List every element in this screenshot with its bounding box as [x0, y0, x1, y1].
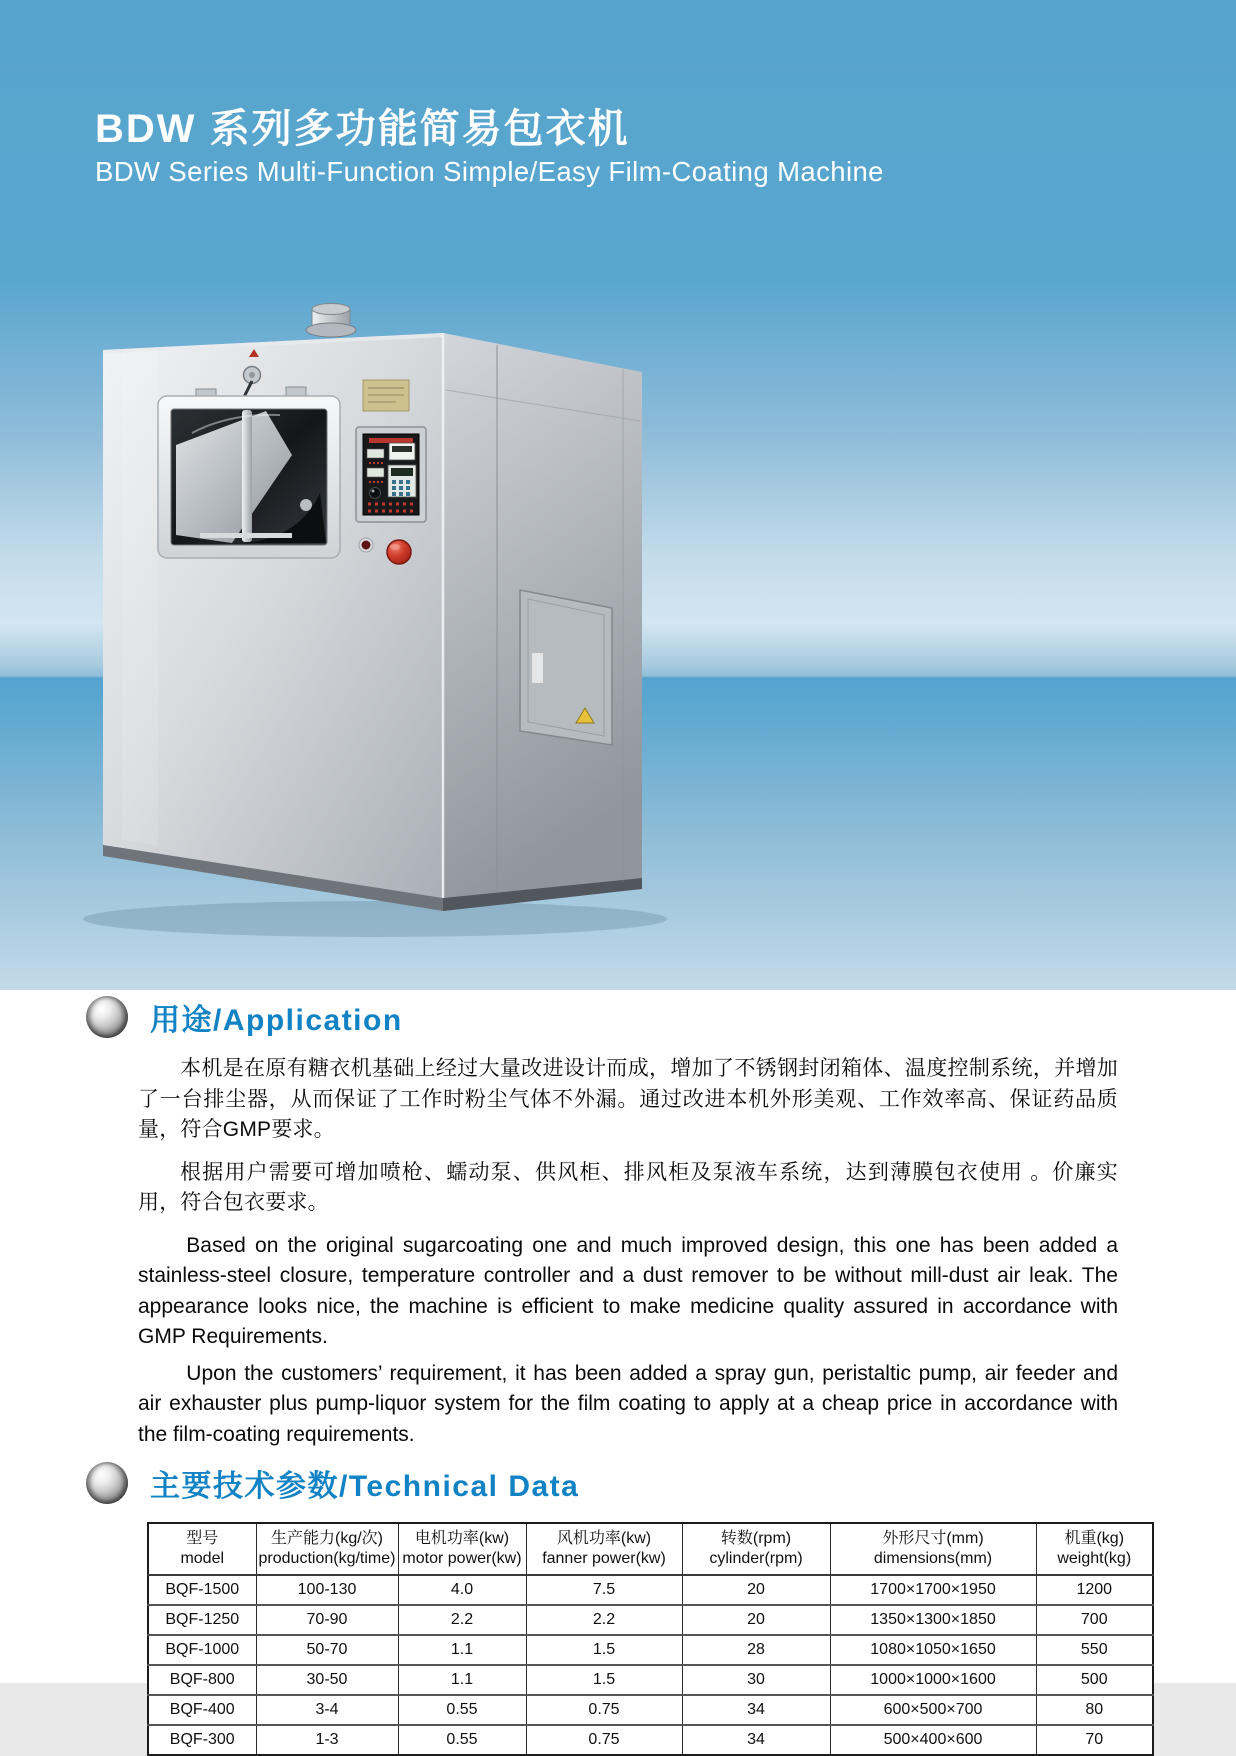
- table-cell: 70: [1036, 1725, 1153, 1755]
- table-row: [148, 1695, 1153, 1725]
- page-title-block: [95, 106, 884, 188]
- table-header-cell: 机重(kg) weight(kg): [1036, 1523, 1153, 1575]
- table-header-cell: 电机功率(kw) motor power(kw): [398, 1523, 526, 1575]
- vent-pipe: [306, 304, 356, 338]
- table-cell: 34: [682, 1725, 830, 1755]
- table-cell: 7.5: [526, 1575, 682, 1605]
- table-cell: 70-90: [256, 1605, 398, 1635]
- table-cell: 34: [682, 1695, 830, 1725]
- application-heading: 用途/Application: [150, 1004, 403, 1037]
- table-cell: BQF-1500: [148, 1575, 256, 1605]
- table-cell: 4.0: [398, 1575, 526, 1605]
- table-cell: 30-50: [256, 1665, 398, 1695]
- table-row: [148, 1725, 1153, 1755]
- technical-heading: 主要技术参数/Technical Data: [150, 1470, 580, 1503]
- name-plate: [363, 380, 409, 411]
- table-cell: BQF-1250: [148, 1605, 256, 1635]
- table-row: [148, 1665, 1153, 1695]
- table-cell: 700: [1036, 1605, 1153, 1635]
- table-cell: 1.1: [398, 1665, 526, 1695]
- table-cell: 0.55: [398, 1725, 526, 1755]
- table-cell: 0.75: [526, 1695, 682, 1725]
- application-paragraph-zh: 本机是在原有糖衣机基础上经过大量改进设计而成，增加了不锈钢封闭箱体、温度控制系统，并增加了一台排尘器，从而保证了工作时粉尘气体不外漏。通过改进本机外形美观、工作效率高、保证药品质量，符合GMP要求。: [138, 1057, 1118, 1141]
- table-cell: 1.5: [526, 1665, 682, 1695]
- table-cell: 3-4: [256, 1695, 398, 1725]
- page-title-zh: BDW 系列多功能简易包衣机: [95, 107, 630, 151]
- table-cell: BQF-1000: [148, 1635, 256, 1665]
- table-cell: 1-3: [256, 1725, 398, 1755]
- application-section-head: [86, 994, 1236, 1040]
- table-row: [148, 1605, 1153, 1635]
- table-header-cell: 生产能力(kg/次) production(kg/time): [256, 1523, 398, 1575]
- sphere-bullet-icon: [86, 996, 128, 1038]
- table-row: [148, 1635, 1153, 1665]
- application-paragraph-zh: 根据用户需要可增加喷枪、蠕动泵、供风柜、排风柜及泵液车系统，达到薄膜包衣使用 。价廉实用，符合包衣要求。: [138, 1160, 1118, 1214]
- technical-table: [147, 1522, 1154, 1756]
- table-cell: 500×400×600: [830, 1725, 1036, 1755]
- machine-photo: [80, 293, 660, 943]
- table-cell: 600×500×700: [830, 1695, 1036, 1725]
- table-header-cell: 转数(rpm) cylinder(rpm): [682, 1523, 830, 1575]
- application-paragraph-en: Based on the original sugarcoating one and much improved design, this one has been added a stainless-steel closure, temperature controller and a dust remover to be without mill-dust air leak. The appearance looks nice, the machine is efficient to make medicine quality assured in accordance with GMP Requirements.: [138, 1233, 1118, 1348]
- table-cell: 50-70: [256, 1635, 398, 1665]
- table-cell: 30: [682, 1665, 830, 1695]
- control-panel: [356, 427, 426, 522]
- table-header-cell: 外形尺寸(mm) dimensions(mm): [830, 1523, 1036, 1575]
- technical-section-head: [86, 1460, 1236, 1506]
- technical-table-head-row: [148, 1523, 1153, 1575]
- table-header-cell: 型号 model: [148, 1523, 256, 1575]
- table-cell: 0.55: [398, 1695, 526, 1725]
- table-cell: 20: [682, 1575, 830, 1605]
- table-cell: 1200: [1036, 1575, 1153, 1605]
- table-cell: 1.5: [526, 1635, 682, 1665]
- table-cell: 20: [682, 1605, 830, 1635]
- sphere-bullet-icon: [86, 1462, 128, 1504]
- table-cell: 500: [1036, 1665, 1153, 1695]
- table-cell: 100-130: [256, 1575, 398, 1605]
- table-cell: 1700×1700×1950: [830, 1575, 1036, 1605]
- table-cell: 1.1: [398, 1635, 526, 1665]
- table-cell: BQF-400: [148, 1695, 256, 1725]
- table-cell: 1000×1000×1600: [830, 1665, 1036, 1695]
- table-cell: 1080×1050×1650: [830, 1635, 1036, 1665]
- application-paragraph-en: Upon the customers’ requirement, it has been added a spray gun, peristaltic pump, air feeder and air exhauster plus pump-liquor system for the film coating to apply at a cheap price in accordance with the film-coating requirements.: [138, 1361, 1118, 1446]
- technical-table-body: [148, 1575, 1153, 1755]
- table-cell: 80: [1036, 1695, 1153, 1725]
- page-title-en: BDW Series Multi-Function Simple/Easy Film-Coating Machine: [95, 156, 884, 187]
- table-cell: BQF-300: [148, 1725, 256, 1755]
- content-area: [0, 994, 1236, 1756]
- table-header-cell: 风机功率(kw) fanner power(kw): [526, 1523, 682, 1575]
- viewing-window: [158, 387, 340, 558]
- table-cell: BQF-800: [148, 1665, 256, 1695]
- table-cell: 0.75: [526, 1725, 682, 1755]
- table-cell: 28: [682, 1635, 830, 1665]
- table-row: [148, 1575, 1153, 1605]
- table-cell: 1350×1300×1850: [830, 1605, 1036, 1635]
- table-cell: 2.2: [398, 1605, 526, 1635]
- table-cell: 2.2: [526, 1605, 682, 1635]
- table-cell: 550: [1036, 1635, 1153, 1665]
